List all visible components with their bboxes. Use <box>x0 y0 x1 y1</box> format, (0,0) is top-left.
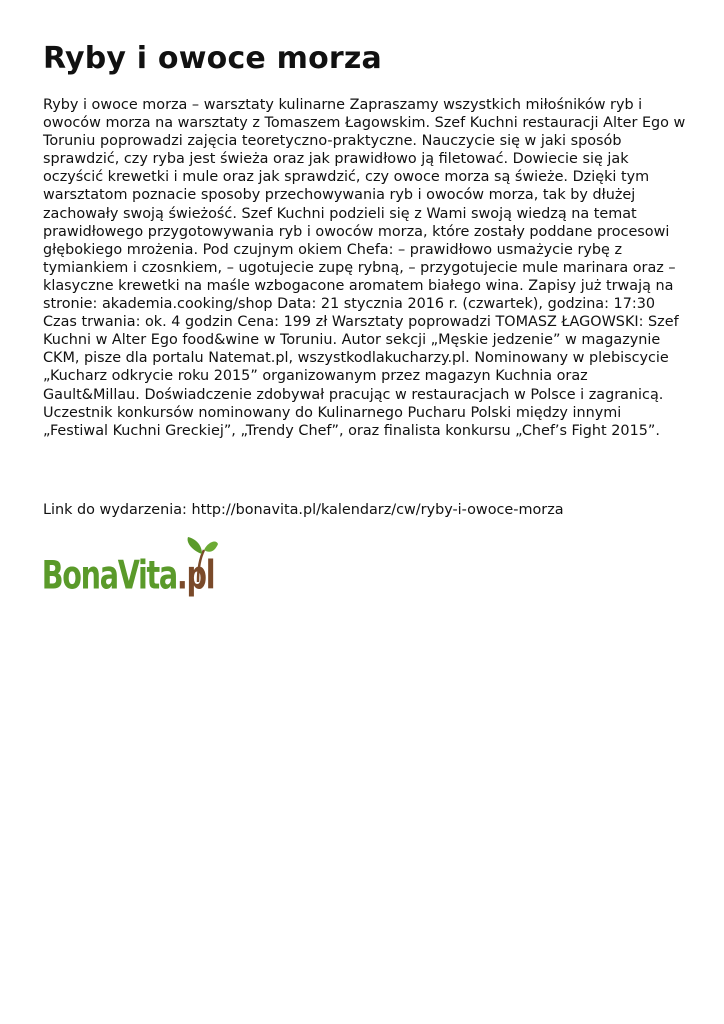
page-title: Ryby i owoce morza <box>43 41 382 76</box>
logo-vita: Vita <box>117 553 177 599</box>
logo-bona: Bona <box>41 553 118 599</box>
bonavita-logo <box>40 536 220 606</box>
article-body: Ryby i owoce morza – warsztaty kulinarne Zapraszamy wszystkich miłośników ryb i owoców morza na warsztaty z Tomaszem Łagowskim. Szef Kuchni restauracji Alter Ego w Toruniu poprowadzi zajęcia teoretyczno-praktyczne. Nauczycie się w jaki sposób sprawdzić, czy ryba jest świeża oraz jak prawidłowo ją filetować. Dowiecie się jak oczyścić krewetki i mule oraz jak sprawdzić, czy owoce morza są świeże. Dzięki tym warsztatom poznacie sposoby przechowywania ryb i owoców morza, tak by dłużej zachowały swoją świeżość. Szef Kuchni podzieli się z Wami swoją wiedzą na temat prawidłowego przygotowywania ryb i owoców morza, które zostały poddane procesowi głębokiego mrożenia. Pod czujnym okiem Chefa: – prawidłowo usmażycie rybę z tymiankiem i czosnkiem, – ugotujecie zupę rybną, – przygotujecie mule marinara oraz – klasyczne krewetki na maśle wzbogacone aromatem białego wina. Zapisy już trwają na stronie: akademia.cooking/shop Data: 21 stycznia 2016 r. (czwartek), godzina: 17:30 Czas trwania: ok. 4 godzin Cena: 199 zł Warsztaty poprowadzi TOMASZ ŁAGOWSKI: Szef Kuchni w Alter Ego food&wine w Toruniu. Autor sekcji „Męskie jedzenie” w magazynie CKM, pisze dla portalu Natemat.pl, wszystkodlakucharzy.pl. Nominowany w plebiscycie „Kucharz odkrycie roku 2015” organizowanym przez magazyn Kuchnia oraz Gault&Millau. Doświadczenie zdobywał pracując w restauracjach w Polsce i zagranicą. Uczestnik konkursów nominowany do Kulinarnego Pucharu Polski między innymi „Festiwal Kuchni Greckiej”, „Trendy Chef”, oraz finalista konkursu „Chef’s Fight 2015”. <box>43 97 686 439</box>
logo-pl: .pl <box>176 553 215 599</box>
logo-text <box>42 553 215 598</box>
event-link-text[interactable]: Link do wydarzenia: http://bonavita.pl/kalendarz/cw/ryby-i-owoce-morza <box>43 502 564 518</box>
